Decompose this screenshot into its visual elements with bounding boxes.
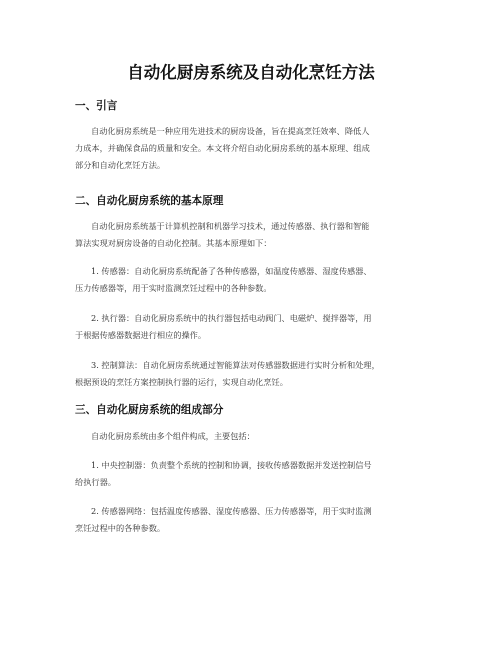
paragraph-line: 自动化厨房系统由多个组件构成，主要包括： (91, 431, 255, 441)
paragraph-line: 3. 控制算法：自动化厨房系统通过智能算法对传感器数据进行实时分析和处理， (91, 360, 380, 370)
paragraph-line: 算法实现对厨房设备的自动化控制。其基本原理如下： (75, 238, 272, 248)
paragraph-line: 1. 中央控制器：负责整个系统的控制和协调，接收传感器数据并发送控制信号 (91, 460, 372, 470)
paragraph-line: 烹饪过程中的各种参数。 (75, 523, 166, 533)
paragraph-line: 压力传感器等，用于实时监测烹饪过程中的各种参数。 (75, 283, 272, 293)
paragraph-introduction (75, 123, 431, 174)
paragraph-line: 力成本，并确保食品的质量和安全。本文将介绍自动化厨房系统的基本原理、组成 (75, 143, 370, 153)
list-item-control-algorithm (75, 357, 431, 391)
section-heading-components: 三、自动化厨房系统的组成部分 (75, 404, 224, 416)
section-heading-introduction: 一、引言 (75, 100, 118, 112)
paragraph-line: 于根据传感器数据进行相应的操作。 (75, 330, 207, 340)
paragraph-line: 给执行器。 (75, 477, 116, 487)
section-heading-basic-principle: 二、自动化厨房系统的基本原理 (75, 195, 224, 207)
paragraph-line: 1. 传感器：自动化厨房系统配备了各种传感器，如温度传感器、湿度传感器、 (91, 266, 372, 276)
paragraph-line: 2. 执行器：自动化厨房系统中的执行器包括电动阀门、电磁炉、搅拌器等，用 (91, 313, 372, 323)
paragraph-components-intro (75, 428, 431, 445)
list-item-sensor-network (75, 503, 431, 537)
paragraph-line: 2. 传感器网络：包括温度传感器、湿度传感器、压力传感器等，用于实时监测 (91, 506, 372, 516)
list-item-central-controller (75, 457, 431, 491)
list-item-sensors (75, 263, 431, 297)
paragraph-line: 自动化厨房系统基于计算机控制和机器学习技术，通过传感器、执行器和智能 (91, 221, 370, 231)
paragraph-principle-intro (75, 218, 431, 252)
paragraph-line: 自动化厨房系统是一种应用先进技术的厨房设备，旨在提高烹饪效率、降低人 (91, 126, 370, 136)
paragraph-line: 部分和自动化烹饪方法。 (75, 160, 166, 170)
list-item-actuators (75, 310, 431, 344)
paragraph-line: 根据预设的烹饪方案控制执行器的运行，实现自动化烹饪。 (75, 377, 288, 387)
document-title: 自动化厨房系统及自动化烹饪方法 (127, 63, 375, 82)
